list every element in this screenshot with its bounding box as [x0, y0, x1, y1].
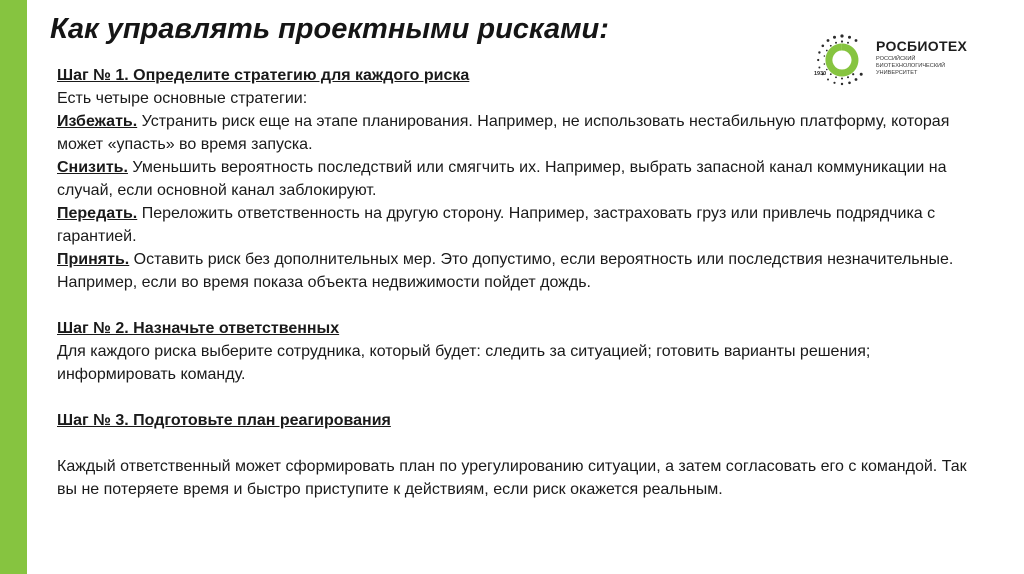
step-3-heading: Шаг № 3. Подготовьте план реагирования	[57, 412, 391, 429]
strategy-text: Оставить риск без дополнительных мер. Это допустимо, если вероятность или последствия незначительные. Например, если во время показа объекта недвижимости пойдет дождь.	[57, 251, 954, 291]
step-2-heading: Шаг № 2. Назначьте ответственных	[57, 320, 340, 337]
spacer	[57, 294, 977, 317]
logo-subtitle-line-3: УНИВЕРСИТЕТ	[876, 70, 918, 76]
strategy-text: Устранить риск еще на этапе планирования. Например, не использовать нестабильную платформу, которая может «упасть» во время запуска.	[57, 113, 950, 153]
strategy-text: Переложить ответственность на другую сторону. Например, застраховать груз или привлечь подрядчика с гарантией.	[57, 205, 936, 245]
spacer	[57, 386, 977, 409]
strategy-name: Принять.	[57, 251, 130, 268]
step-1-heading: Шаг № 1. Определите стратегию для каждого риска	[57, 67, 470, 84]
strategy-name: Передать.	[57, 205, 138, 222]
strategy-transfer	[57, 202, 977, 248]
accent-sidebar-bar	[0, 0, 27, 574]
strategy-text: Уменьшить вероятность последствий или смягчить их. Например, выбрать запасной канал коммуникации на случай, если основной канал заблокируют.	[57, 159, 947, 199]
strategy-name: Снизить.	[57, 159, 128, 176]
spacer	[57, 432, 977, 455]
strategy-accept	[57, 248, 977, 294]
strategy-name: Избежать.	[57, 113, 138, 130]
logo-name: РОСБИОТЕХ	[876, 38, 968, 54]
logo-subtitle-line-2: БИОТЕХНОЛОГИЧЕСКИЙ	[876, 63, 946, 69]
step-2-text: Для каждого риска выберите сотрудника, который будет: следить за ситуацией; готовить варианты решения; информировать команду.	[57, 343, 871, 383]
slide-title: Как управлять проектными рисками:	[50, 13, 609, 45]
strategy-reduce	[57, 156, 977, 202]
strategy-avoid	[57, 110, 977, 156]
step-1-intro: Есть четыре основные стратегии:	[57, 90, 308, 107]
step-3-text: Каждый ответственный может сформировать план по урегулированию ситуации, а затем согласовать его с командой. Так вы не потеряете время и быстро приступите к действиям, если риск окажется реальным.	[57, 458, 967, 498]
logo-year: 1930	[814, 71, 827, 77]
slide-body	[57, 64, 977, 501]
logo-subtitle-line-1: РОССИЙСКИЙ	[876, 56, 916, 62]
